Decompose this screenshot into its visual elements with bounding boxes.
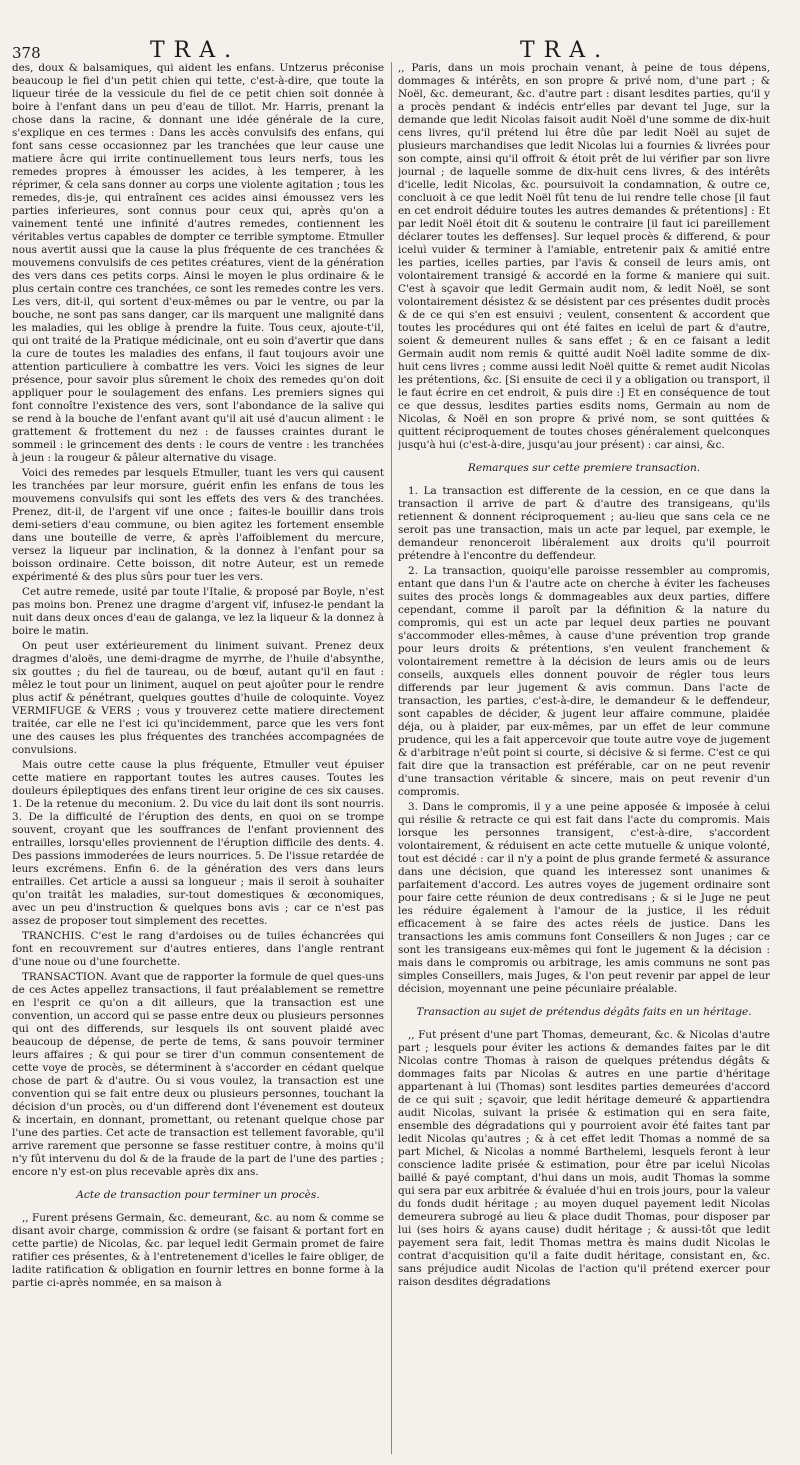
entry-tranchis: TRANCHIS. C'est le rang d'ardoises ou de tuiles échancrées qui font en recouvrement sur d'autres entieres, dans l'angle rentrant d'une noue ou d'une fourchette. [12, 930, 384, 968]
left-column [12, 62, 384, 1454]
remark-2: 2. La transaction, quoiqu'elle paroisse ressembler au compromis, entant que dans l'un & l'autre acte on cherche à éviter les facheuses suites des procès longs & dommageables aux deux parties, differe cependant, comme il paroît par la définition & la nature du compromis, qui est un acte par lequel deux parties ne pouvant s'accommoder elles-mêmes, à cause d'une prévention trop grande pour leurs droits & prétentions, s'en veulent franchement & volontairement remettre à la décision de leurs amis ou de leurs conseils, auxquels elles donnent pouvoir de régler tous leurs differends par leur jugement & avis commun. Dans l'acte de transaction, les parties, c'est-à-dire, le demandeur & le deffendeur, sont capables de décider, & jugent leur affaire commune, plaidée déja, ou à plaider, par eux-mêmes, par un effet de leur commune prudence, qui les a fait appercevoir que toute autre voye de jugement & d'arbitrage n'eût point si courte, si décisive & si ferme. C'est ce qui fait dire que la transaction est préférable, car on ne peut revenir d'une transaction véritable & sincere, mais on peut revenir d'un compromis. [398, 565, 770, 798]
right-column [398, 62, 770, 1454]
paragraph: Voici des remedes par lesquels Etmuller, tuant les vers qui causent les tranchées par leur morsure, guérit enfin les enfans de tous les mouvemens convulsifs qui sont les effets des vers & des tranchées. Prenez, dit-il, de l'argent vif une once ; faites-le bouillir dans trois demi-setiers d'eau commune, ou bien agitez les fortement ensemble dans une bouteille de verre, & après l'affoiblement du mercure, versez la liqueur par inclination, & la donnez à l'enfant pour sa boisson ordinaire. Cette boisson, dit notre Auteur, est un remede expérimenté & des plus sûrs pour tuer les vers. [12, 467, 384, 583]
section-subheading: Transaction au sujet de prétendus dégâts faits en un héritage. [416, 1006, 752, 1018]
formula-text: ,, Paris, dans un mois prochain venant, à peine de tous dépens, dommages & intérêts, en son propre & privé nom, d'une part ; & Noël, &c. demeurant, &c. d'autre part : disant lesdites parties, qu'il y a procès pendant & indécis entr'elles par devant tel Juge, sur la demande que ledit Nicolas faisoit audit Noël d'une somme de dix-huit cens livres, qu'il prétend lui être dûe par ledit Noël au sujet de plusieurs marchandises que ledit Nicolas lui a fournies & livrées pour son compte, ainsi qu'il offroit & étoit prêt de lui vérifier par son livre journal ; de laquelle somme de dix-huit cens livres, & des intérêts d'icelle, ledit Nicolas, &c. poursuivoit la condamnation, & outre ce, concluoit à ce que ledit Noël fût tenu de lui rendre telle chose [il faut en cet endroit déduire toutes les autres demandes & prétentions] : Et par ledit Noël étoit dit & soutenu le contraire [il faut ici pareillement déclarer toutes les deffenses]. Sur lequel procès & differend, & pour iceluì vuider & terminer à l'amiable, entretenir paix & amitié entre les parties, icelles parties, par l'avis & conseil de leurs amis, ont volontairement transigé & accordé en la forme & maniere qui suit. C'est à sçavoir que ledit Germain audit nom, & ledit Noël, se sont volontairement désistez & se désistent par ces présentes dudit procès & de ce qui s'en est ensuivi ; veulent, consentent & accordent que toutes les procédures qui ont été faites en iceluì de part & d'autre, soient & demeurent nulles & sans effet ; & en ce faisant a ledit Germain audit nom remis & quitté audit Noël ladite somme de dix-huit cens livres ; comme aussi ledit Noël quitte & remet audit Nicolas les prétentions, &c. [Si ensuite de ceci il y a obligation ou transport, il le faut écrire en cet endroit, & puis dire :] Et en conséquence de tout ce que dessus, lesdites parties esdits noms, Germain au nom de Nicolas, & Noël en son propre & privé nom, se sont quittées & quittent réciproquement de toutes choses généralement quelconques jusqu'à hui (c'est-à-dire, jusqu'au jour présent) : car ainsi, &c. [398, 62, 770, 451]
paragraph: Cet autre remede, usité par toute l'Italie, & proposé par Boyle, n'est pas moins bon. Prenez une dragme d'argent vif, infusez-le pendant la nuit dans deux onces d'eau de galanga, ve lez la liqueur & la donnez à boire le matin. [12, 586, 384, 637]
entry-transaction: TRANSACTION. Avant que de rapporter la formule de quel ques-uns de ces Actes appellez transactions, il faut préalablement se remettre en l'esprit ce qu'on a dit ailleurs, que la transaction est une convention, un accord qui se passe entre deux ou plusieurs personnes qui ont des differends, sur lesquels ils ont souvent plaidé avec beaucoup de dépense, de perte de tems, & sans pouvoir terminer leurs affaires ; & qui pour se tirer d'un commun consentement de cette voye de procès, se déterminent à s'accorder en cédant quelque chose de part & d'autre. Ou si vous voulez, la transaction est une convention qui se fait entre deux ou plusieurs personnes, touchant la décision d'un procès, ou d'un differend dont l'évenement est douteux & incertain, en donnant, promettant, ou retenant quelque chose par l'une des parties. Cet acte de transaction est tellement favorable, qu'il arrive rarement que personne se fasse restituer contre, à moins qu'il n'y fût intervenu du dol & de la fraude de la part de l'une des parties ; encore n'y est-on plus recevable après dix ans. [12, 971, 384, 1178]
formula-text: ,, Fut présent d'une part Thomas, demeurant, &c. & Nicolas d'autre part ; lesquels pour éviter les actions & demandes faites par le dit Nicolas contre Thomas à raison de quelques prétendus dégâts & dommages faits par Nicolas & autres en une partie d'héritage appartenant à lui (Thomas) sont lesdites parties demeurées d'accord de ce qui suit ; sçavoir, que ledit héritage demeuré & appartiendra audit Nicolas, suivant la prisée & estimation qui en sera faite, ensemble des dégradations qui y pourroient avoir été faites tant par ledit Nicolas qu'autres ; & à cet effet ledit Thomas a nommé de sa part Michel, & Nicolas a nommé Barthelemi, lesquels feront à leur conscience ladite prisée & estimation, pour être par iceluì Nicolas baillé & payé comptant, d'hui dans un mois, audit Thomas la somme qui sera par eux arbitrée & évaluée d'hui en trois jours, pour la valeur du fonds dudit héritage ; au moyen duquel payement ledit Nicolas demeurera subrogé au lieu & place dudit Thomas, pour disposer par lui (ses hoirs & ayans cause) dudit héritage ; & aussi-tôt que ledit payement sera fait, ledit Thomas mettra ès mains dudit Nicolas le contrat d'acquisition qu'il a faite dudit héritage, consistant en, &c. sans préjudice audit Nicolas de l'action qu'il prétend exercer pour raison desdites dégradations [398, 1029, 770, 1288]
running-head-left: TRA. [150, 38, 241, 63]
column-divider [391, 62, 392, 1454]
page-number: 378 [12, 44, 41, 62]
paragraph: On peut user extérieurement du liniment suivant. Prenez deux dragmes d'aloës, une demi-dragme de myrrhe, de l'huile d'absynthe, six gouttes ; du fiel de taureau, ou de bœuf, autant qu'il en faut : mêlez le tout pour un liniment, auquel on peut ajoûter pour le rendre plus actif & pénétrant, quelques gouttes d'huile de coloquinte. Voyez VERMIFUGE & VERS ; vous y trouverez cette matiere directement traitée, car elle ne l'est ici qu'incidemment, parce que les vers font une des causes les plus fréquentes des tranchées accompagnées de convulsions. [12, 640, 384, 756]
paragraph: Mais outre cette cause la plus fréquente, Etmuller veut épuiser cette matiere en rapportant toutes les autres causes. Toutes les douleurs épileptiques des enfans tirent leur origine de ces six causes. 1. De la retenue du meconium. 2. Du vice du lait dont ils sont nourris. 3. De la difficulté de l'éruption des dents, en quoi on se trompe souvent, croyant que les souffrances de l'enfant proviennent des entrailles, lorsqu'elles proviennent de l'éruption difficile des dents. 4. Des passions immoderées de leurs nourrices. 5. De l'issue retardée de leurs excrémens. Enfin 6. de la génération des vers dans leurs entrailles. Cet article a aussi sa longueur ; mais il seroit à souhaiter qu'on traitât les maladies, sur-tout domestiques & œconomiques, avec un peu d'instruction & quelques bons avis ; car ce n'est pas assez de proposer tout simplement des recettes. [12, 759, 384, 927]
formula-text: ,, Furent présens Germain, &c. demeurant, &c. au nom & comme se disant avoir charge, commission & ordre (se faisant & portant fort en cette partie) de Nicolas, &c. par lequel ledit Germain promet de faire ratifier ces présentes, & à l'entretenement d'icelles le faire obliger, de ladite ratification & obligation en fournir lettres en bonne forme à la partie ci-après nommée, en sa maison à [12, 1212, 384, 1289]
running-head-right: TRA. [520, 38, 611, 63]
section-subheading: Remarques sur cette premiere transaction. [467, 462, 701, 474]
section-subheading: Acte de transaction pour terminer un procès. [76, 1189, 320, 1201]
remark-3: 3. Dans le compromis, il y a une peine apposée & imposée à celui qui résilie & retracte ce qui est fait dans l'acte du compromis. Mais lorsque les personnes transigent, c'est-à-dire, s'accordent volontairement, & réduisent en acte cette mutuelle & unique volonté, tout est décidé : car il n'y a point de plus grande fermeté & assurance dans une décision, que quand les interessez sont unanimes & parfaitement d'accord. Les autres voyes de jugement ordinaire sont pour faire cette réunion de deux contredisans ; & si le Juge ne peut les réduire également à l'amour de la justice, il les réduit efficacement à se faire des actes réels de justice. Dans les transactions les amis communs font Conseillers & non Juges ; car ce sont les transigeans eux-mêmes qui font le jugement & la décision : mais dans le compromis ou arbitrage, les amis communs ne sont pas simples Conseillers, mais Juges, & l'on peut revenir par appel de leur décision, moyennant une peine pécuniaire préalable. [398, 801, 770, 995]
remark-1: 1. La transaction est differente de la cession, en ce que dans la transaction il arrive de part & d'autre des transigeans, qu'ils retiennent & donnent réciproquement ; au-lieu que sans cela ce ne seroit pas une transaction, mais un acte par lequel, par exemple, le demandeur renonceroit libéralement aux droits qu'il pourroit prétendre à l'encontre du deffendeur. [398, 485, 770, 562]
paragraph: des, doux & balsamiques, qui aident les enfans. Untzerus préconise beaucoup le fiel d'un petit chien qui tette, c'est-à-dire, que toute la liqueur tirée de la vessicule du fiel de ce petit chien soit donnée à boire à l'enfant dans un peu d'eau de tillot. Mr. Harris, prenant la chose dans la racine, & donnant une idée générale de la cure, s'explique en ces termes : Dans les accès convulsifs des enfans, qui font sans cesse occasionnez par les tranchées que leur cause une matiere âcre qui irrite continuellement tous leurs nerfs, tous les remedes propres à émousser les acides, à les temperer, à les réprimer, & cela sans donner au corps une violente agitation ; tous les remedes, dis-je, qui entraînent ces acides ainsi émoussez vers les parties inferieures, sont connus pour ceux qui, après qu'on a vainement tenté une infinité d'autres remedes, contiennent les véritables vertus capables de dompter ce terrible symptome. Etmuller nous avertit aussi que la cause la plus fréquente de ces tranchées & mouvemens convulsifs de ces petites créatures, vient de la génération des vers dans ces petits corps. Ainsi le moyen le plus ordinaire & le plus certain contre ces tranchées, ce sont les remedes contre les vers. Les vers, dit-il, qui sortent d'eux-mêmes ou par le ventre, ou par la bouche, ne sont pas sans danger, car ils marquent une malignité dans les maladies, qui les oblige à prendre la fuite. Tous ceux, ajoute-t'il, qui ont traité de la Pratique médicinale, ont eu soin d'avertir que dans la cure de toutes les maladies des enfans, il faut toujours avoir une attention particuliere à combattre les vers. Voici les signes de leur présence, pour savoir plus sûrement le choix des remedes qu'on doit appliquer pour le soulagement des enfans. Les premiers signes qui font connoître l'existence des vers, sont l'abondance de la salive qui se rend à la bouche de l'enfant avant qu'il ait usé d'aucun aliment : le grattement & frottement du nez : de fausses craintes durant le sommeil : le grincement des dents : le cours de ventre : les tranchées à jeun : la rougeur & pâleur alternative du visage. [12, 62, 384, 464]
